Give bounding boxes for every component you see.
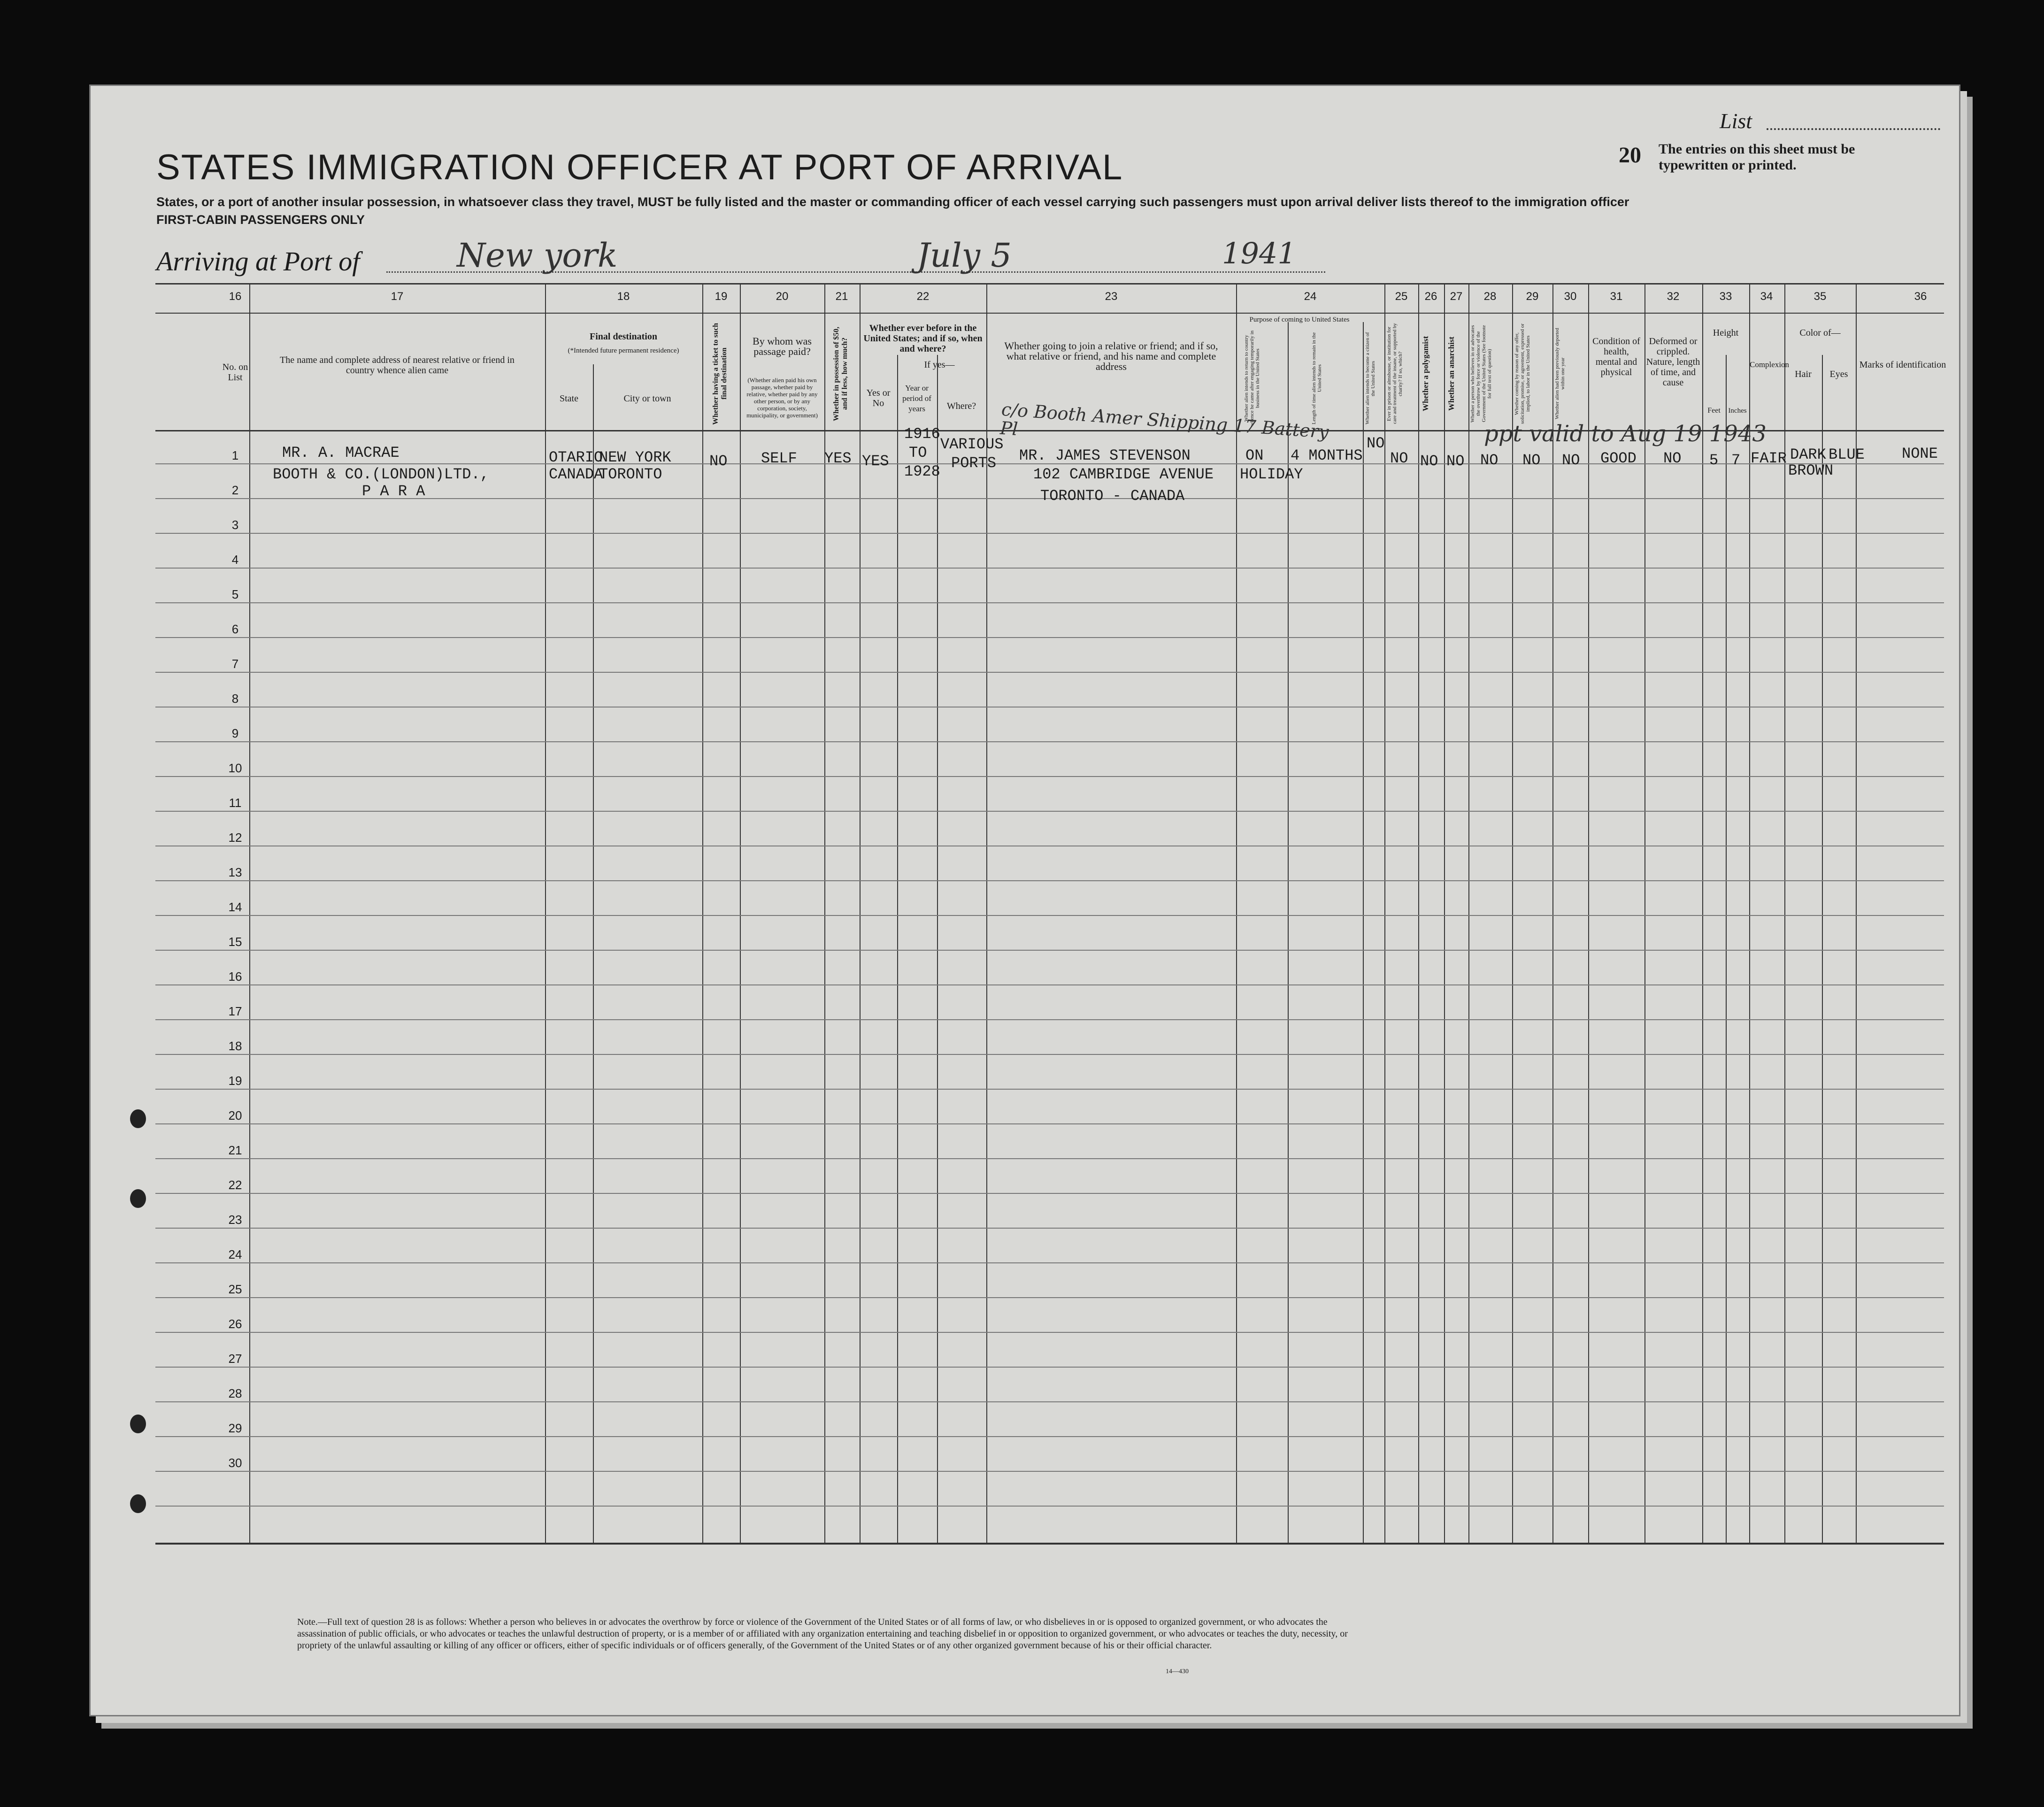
header-labor: Whether coming by reason of any offer, solicitation, promise, or agreement, expressed or implied, to labor in the United States	[1514, 323, 1531, 424]
row-number: 25	[228, 1282, 242, 1296]
where-value: VARIOUS	[940, 436, 1004, 453]
header-final-destination-note: (*Intended future permanent residence)	[568, 347, 679, 354]
header-where: Where?	[946, 401, 976, 411]
row-number: 4	[231, 553, 239, 567]
overthrow-value: NO	[1480, 452, 1498, 469]
form-code: 14—430	[1166, 1668, 1189, 1675]
citizen-value: NO	[1367, 435, 1385, 452]
header-passage-paid-note: (Whether alien paid his own passage, whether paid by relative, whether paid by any other person, or by any corporation, society, municipality, or government)	[746, 377, 818, 419]
row-rule	[155, 1332, 1944, 1333]
header-deformed: Deformed or crippled. Nature, length of time, and cause	[1646, 336, 1700, 388]
header-prison: Ever in prison or almshouse, or institution for care and treatment of the insane, or supported by charity? If so, which?	[1386, 323, 1403, 424]
list-number-line	[1767, 128, 1940, 130]
header-nearest-relative: The name and complete address of nearest relative or friend in country whence alien came	[280, 355, 515, 376]
row-rule	[155, 1089, 1944, 1090]
col-line	[1236, 285, 1237, 1543]
instructions-text: States, or a port of another insular possession, in whatsoever class they travel, MUST be fully listed and the master or commanding officer of each vessel carrying such passengers must upon arrival deliver lists thereof to the immigration officer	[156, 195, 1629, 209]
row-rule	[155, 1228, 1944, 1229]
header-passage-paid: By whom was passage paid?	[753, 335, 812, 357]
header-polygamist: Whether a polygamist	[1421, 336, 1430, 412]
header-if-yes: If yes—	[924, 360, 955, 370]
header-length-stay: Length of time alien intends to remain in the United States	[1311, 332, 1322, 425]
header-marks: Marks of identification	[1859, 360, 1946, 370]
row-rule	[155, 984, 1944, 985]
join-handwritten-note: c/o Booth Amer Shipping 17 Battery Pl	[999, 399, 1329, 443]
state-country: CANADA	[549, 466, 603, 483]
col-number: 34	[1760, 290, 1773, 303]
before-us-value: YES	[862, 453, 889, 470]
row-number: 15	[228, 935, 242, 949]
purpose-value: ON	[1245, 447, 1264, 464]
row-rule	[155, 776, 1944, 777]
row-number: 7	[231, 657, 239, 671]
row-number: 11	[229, 796, 242, 810]
row-number: 10	[228, 761, 242, 775]
row-rule	[155, 1506, 1944, 1507]
col-line	[249, 285, 250, 1543]
row-rule	[155, 568, 1944, 569]
length-stay-value: 4 MONTHS	[1291, 447, 1363, 464]
col-line	[1444, 285, 1445, 1543]
row-rule	[155, 1054, 1944, 1055]
col-number: 20	[776, 290, 789, 303]
col-line	[1552, 285, 1553, 1543]
col-line	[593, 364, 594, 1543]
join-name: MR. JAMES STEVENSON	[1019, 447, 1191, 464]
where-value-2: PORTS	[951, 454, 997, 472]
header-fifty-dollars: Whether in possession of $50, and if less, how much?	[832, 326, 849, 421]
header-no-on-list: No. on List	[222, 362, 248, 383]
hair-value-2: BROWN	[1788, 462, 1834, 479]
row-rule	[155, 1436, 1944, 1437]
year-value: 1941	[1222, 236, 1296, 270]
row-number: 14	[228, 900, 242, 914]
state-value: OTARIO	[549, 449, 603, 466]
join-address: 102 CAMBRIDGE AVENUE	[1033, 466, 1214, 483]
row-rule	[155, 741, 1944, 742]
row-number: 17	[228, 1004, 242, 1018]
header-complexion: Complexion	[1750, 360, 1790, 369]
labor-value: NO	[1522, 452, 1541, 469]
header-overthrow: Whether a person who believes in or advocates the overthrow by force or violence of the Government of the United States (See footnote for full text of question)	[1470, 325, 1492, 423]
col-line	[1418, 285, 1419, 1543]
col-number: 16	[229, 290, 242, 303]
header-inches: Inches	[1728, 407, 1747, 415]
col-line	[702, 285, 703, 1543]
row-rule	[155, 602, 1944, 603]
deformed-value: NO	[1663, 450, 1682, 467]
col-number: 33	[1719, 290, 1732, 303]
col-line	[1644, 285, 1645, 1543]
header-anarchist: Whether an anarchist	[1447, 336, 1456, 411]
col-number: 22	[916, 290, 930, 303]
punch-hole	[130, 1415, 146, 1433]
header-state: State	[560, 393, 578, 404]
punch-hole	[130, 1494, 146, 1513]
complexion-value: FAIR	[1751, 450, 1787, 467]
row-rule	[155, 1297, 1944, 1298]
col-number: 27	[1450, 290, 1463, 303]
header-yes-no: Yes or No	[866, 388, 891, 408]
col-number: 23	[1105, 290, 1118, 303]
page-number: 20	[1619, 143, 1641, 168]
marks-value: NONE	[1902, 445, 1938, 462]
row-number: 30	[228, 1456, 242, 1470]
col-number: 17	[391, 290, 404, 303]
header-city: City or town	[623, 393, 671, 404]
header-color-of: Color of—	[1799, 328, 1841, 338]
punch-hole	[130, 1189, 146, 1208]
col-number: 31	[1610, 290, 1623, 303]
header-purpose-return: Whether alien intends to return to country whence he came after engaging temporarily in business in the United States	[1244, 331, 1260, 427]
passage-value: SELF	[761, 450, 797, 467]
header-before-us: Whether ever before in the United States; and if so, when and where?	[863, 323, 983, 354]
row-rule	[155, 950, 1944, 951]
col-line	[860, 285, 861, 1543]
col-number: 28	[1483, 290, 1497, 303]
row-number: 22	[228, 1178, 242, 1192]
col-line	[1363, 322, 1364, 1543]
row-number: 20	[228, 1108, 242, 1123]
row-rule	[155, 533, 1944, 534]
class-label: FIRST-CABIN PASSENGERS ONLY	[156, 213, 365, 227]
years-end: 1928	[904, 463, 940, 480]
arriving-label: Arriving at Port of	[156, 246, 360, 277]
row-rule	[155, 1471, 1944, 1472]
years-to: TO	[909, 444, 927, 461]
city-value: NEW YORK	[599, 449, 671, 466]
row-number: 12	[228, 830, 242, 845]
row-number: 2	[231, 483, 239, 497]
row-number: 29	[228, 1421, 242, 1435]
col-line	[986, 285, 987, 1543]
col-number: 18	[617, 290, 630, 303]
row-number: 23	[228, 1213, 242, 1227]
row-number: 19	[228, 1074, 242, 1088]
row-rule	[155, 1019, 1944, 1020]
row-number: 24	[228, 1247, 242, 1261]
row-number: 9	[231, 726, 239, 740]
page-title: STATES IMMIGRATION OFFICER AT PORT OF ARRIVAL	[156, 147, 1123, 187]
row-rule	[155, 637, 1944, 638]
row-number: 1	[231, 448, 239, 462]
footnote: Note.—Full text of question 28 is as follows: Whether a person who believes in or advocates the overthrow by force or violence of the Government of the United States or of all forms of law, or who disbelieves in or is opposed to organized government, or who advocates the assassination of public officials, or who advocates or teaches the unlawful destruction of property, or is a member of or affiliated with any organization entertaining and teaching disbelief in or opposition to organized government, or who advocates or teaches the duty, necessity, or propriety of the unlawful assaulting or killing of any officer or officers, either of specific individuals or of officers generally, of the Government of the United States or of any other organized government because of his or their official character.	[297, 1617, 1348, 1651]
col-line	[545, 285, 546, 1543]
punch-hole	[130, 1109, 146, 1128]
header-feet: Feet	[1707, 407, 1721, 415]
row-rule	[155, 1262, 1944, 1263]
row-number: 8	[231, 692, 239, 706]
port-value: New york	[457, 236, 618, 275]
hair-value: DARK	[1790, 446, 1826, 463]
row-rule	[155, 1123, 1944, 1124]
header-join-relative: Whether going to join a relative or friend; and if so, what relative or friend, and his name and complete address	[1004, 340, 1218, 372]
entries-note: The entries on this sheet must be typewritten or printed.	[1659, 141, 1855, 173]
col-line	[1468, 285, 1469, 1543]
row-number: 6	[231, 622, 239, 636]
inches-value: 7	[1731, 452, 1741, 469]
passport-note: ppt valid to Aug 19 1943	[1484, 421, 1767, 447]
join-city: TORONTO - CANADA	[1040, 487, 1185, 505]
row-number: 5	[231, 587, 239, 601]
col-line	[740, 285, 741, 1543]
manifest-table	[155, 283, 1944, 1545]
header-ticket: Whether having a ticket to such final destination	[712, 323, 728, 425]
relative-name: MR. A. MACRAE	[282, 444, 400, 461]
header-hair: Hair	[1795, 369, 1812, 379]
col-number: 29	[1526, 290, 1539, 303]
col-line	[1784, 285, 1785, 1543]
prison-value: NO	[1390, 450, 1408, 467]
feet-value: 5	[1709, 452, 1719, 469]
eyes-value: BLUE	[1829, 446, 1865, 463]
money-value: YES	[824, 450, 852, 467]
row-number: 21	[228, 1143, 242, 1157]
row-rule	[155, 1193, 1944, 1194]
ticket-value: NO	[709, 453, 728, 470]
col-number: 30	[1564, 290, 1577, 303]
row-rule	[155, 672, 1944, 673]
relative-city: P A R A	[362, 483, 425, 500]
header-eyes: Eyes	[1829, 369, 1848, 379]
deported-value: NO	[1562, 452, 1580, 469]
health-value: GOOD	[1600, 450, 1637, 467]
col-number: 21	[835, 290, 848, 303]
header-deported: Whether alien had been previously deported within one year	[1554, 328, 1566, 420]
header-citizen: Whether alien intends to become a citizen of the United States	[1365, 332, 1376, 425]
col-number: 32	[1667, 290, 1680, 303]
city-value-2: TORONTO	[599, 466, 662, 483]
row-rule	[155, 915, 1944, 916]
row-number: 13	[228, 865, 242, 879]
col-line	[1749, 285, 1750, 1543]
manifest-sheet	[89, 85, 1960, 1716]
col-number: 25	[1395, 290, 1408, 303]
anarchist-value: NO	[1446, 453, 1465, 470]
column-number-rule	[155, 313, 1944, 314]
col-number: 26	[1424, 290, 1437, 303]
row-number: 27	[228, 1352, 242, 1366]
row-number: 16	[228, 969, 242, 984]
header-years: Year or period of years	[902, 384, 931, 413]
col-line	[1512, 285, 1513, 1543]
col-line	[1588, 285, 1589, 1543]
row-number: 3	[231, 518, 239, 532]
col-line	[1702, 285, 1703, 1543]
row-rule	[155, 811, 1944, 812]
header-health: Condition of health, mental and physical	[1592, 336, 1640, 377]
list-label: List	[1720, 109, 1752, 133]
row-rule	[155, 1401, 1944, 1402]
header-height: Height	[1713, 328, 1739, 338]
col-line	[1856, 285, 1857, 1543]
purpose-value-2: HOLIDAY	[1240, 466, 1303, 483]
relative-address: BOOTH & CO.(LONDON)LTD.,	[273, 466, 489, 483]
row-rule	[155, 1158, 1944, 1159]
date-value: July 5	[917, 236, 1012, 275]
polygamist-value: NO	[1420, 453, 1438, 470]
row-rule	[155, 1367, 1944, 1368]
header-final-destination: Final destination	[590, 331, 657, 342]
years-from: 1916	[904, 425, 940, 443]
col-line	[1288, 322, 1289, 1543]
row-number: 18	[228, 1039, 242, 1053]
col-line	[1384, 285, 1385, 1543]
row-rule	[155, 880, 1944, 881]
col-line	[824, 285, 825, 1543]
row-number: 28	[228, 1386, 242, 1400]
row-number: 26	[228, 1317, 242, 1331]
col-number: 35	[1813, 290, 1827, 303]
col-number: 19	[715, 290, 728, 303]
col-number: 36	[1914, 290, 1927, 303]
header-purpose: Purpose of coming to United States	[1249, 316, 1350, 323]
col-number: 24	[1304, 290, 1317, 303]
